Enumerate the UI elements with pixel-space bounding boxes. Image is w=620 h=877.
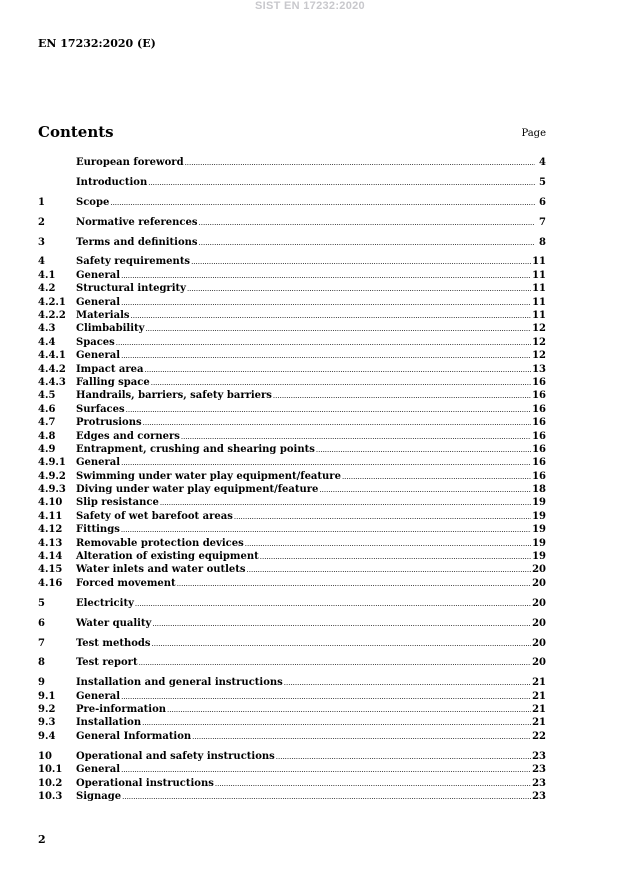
toc-entry-number: 2 bbox=[38, 216, 45, 228]
toc-entry[interactable] bbox=[38, 637, 546, 650]
toc-entry-number: 4.4 bbox=[38, 336, 56, 348]
toc-entry[interactable] bbox=[38, 296, 546, 309]
toc-entry-page: 16 bbox=[532, 457, 546, 469]
toc-entry-number: 4.10 bbox=[38, 497, 63, 509]
toc-dot-leader bbox=[121, 523, 531, 537]
toc-entry[interactable] bbox=[38, 336, 546, 349]
toc-entry[interactable] bbox=[38, 456, 546, 469]
toc-entry[interactable] bbox=[38, 389, 546, 402]
toc-dot-leader bbox=[121, 296, 531, 310]
toc-entry-number: 10.3 bbox=[38, 790, 63, 802]
toc-entry[interactable] bbox=[38, 430, 546, 443]
toc-dot-leader bbox=[273, 389, 531, 403]
toc-entry-page: 23 bbox=[532, 790, 546, 802]
toc-entry[interactable] bbox=[38, 597, 546, 610]
toc-dot-leader bbox=[191, 255, 531, 269]
toc-entry-page: 20 bbox=[532, 577, 546, 589]
toc-dot-leader bbox=[245, 537, 531, 551]
toc-entry-number: 4.9.2 bbox=[38, 470, 66, 482]
toc-entry-page: 21 bbox=[532, 717, 546, 729]
toc-entry-title[interactable]: Alteration of existing equipment bbox=[76, 551, 259, 563]
toc-entry[interactable] bbox=[38, 282, 546, 295]
toc-entry-title[interactable]: Test methods bbox=[76, 637, 151, 649]
toc-entry-page: 11 bbox=[532, 256, 546, 268]
toc-dot-leader bbox=[145, 363, 532, 377]
toc-dot-leader bbox=[152, 637, 532, 651]
toc-entry-title[interactable]: General bbox=[76, 764, 121, 776]
toc-entry-number: 4.2.1 bbox=[38, 296, 66, 308]
toc-entry-page: 16 bbox=[532, 470, 546, 482]
toc-entry-number: 4.9 bbox=[38, 443, 56, 455]
toc-entry-title[interactable]: Diving under water play equipment/feature bbox=[76, 484, 319, 496]
toc-entry-title[interactable]: Entrapment, crushing and shearing points bbox=[76, 443, 315, 455]
toc-entry-title[interactable]: Edges and corners bbox=[76, 430, 180, 442]
toc-entry-title[interactable]: Terms and definitions bbox=[76, 236, 198, 248]
toc-entry-number: 9.3 bbox=[38, 717, 56, 729]
toc-dot-leader bbox=[139, 656, 532, 670]
toc-entry[interactable] bbox=[38, 577, 546, 590]
toc-entry-number: 4.9.1 bbox=[38, 457, 66, 469]
toc-entry[interactable] bbox=[38, 196, 546, 209]
toc-dot-leader bbox=[234, 510, 531, 524]
toc-entry[interactable] bbox=[38, 777, 546, 790]
toc-dot-leader bbox=[185, 156, 535, 170]
toc-entry-title[interactable]: Safety requirements bbox=[76, 256, 191, 268]
toc-entry[interactable] bbox=[38, 470, 546, 483]
toc-entry[interactable] bbox=[38, 269, 546, 282]
toc-entry-number: 4.8 bbox=[38, 430, 56, 442]
toc-entry-page: 11 bbox=[532, 269, 546, 281]
toc-entry[interactable] bbox=[38, 550, 546, 563]
toc-entry-title[interactable]: Climbability bbox=[76, 323, 145, 335]
toc-entry[interactable] bbox=[38, 176, 546, 189]
toc-entry-number: 4.12 bbox=[38, 524, 63, 536]
toc-dot-leader bbox=[110, 196, 535, 210]
toc-dot-leader bbox=[116, 336, 531, 350]
toc-entry-page: 19 bbox=[532, 524, 546, 536]
toc-entry[interactable] bbox=[38, 363, 546, 376]
toc-entry[interactable] bbox=[38, 322, 546, 335]
toc-entry-page: 22 bbox=[532, 730, 546, 742]
toc-entry-page: 21 bbox=[532, 704, 546, 716]
toc-entry-title[interactable]: Electricity bbox=[76, 597, 134, 609]
toc-entry-number: 4.4.2 bbox=[38, 363, 66, 375]
toc-entry-number: 4.4.3 bbox=[38, 376, 66, 388]
toc-dot-leader bbox=[284, 676, 531, 690]
page-column-label: Page bbox=[521, 128, 546, 139]
toc-entry-number: 9.4 bbox=[38, 730, 56, 742]
toc-entry-page: 13 bbox=[532, 363, 546, 375]
toc-entry-title[interactable]: Introduction bbox=[76, 176, 148, 188]
toc-entry-number: 4.15 bbox=[38, 564, 63, 576]
toc-entry-title[interactable]: Normative references bbox=[76, 216, 198, 228]
toc-entry[interactable] bbox=[38, 790, 546, 803]
toc-entry-number: 4.4.1 bbox=[38, 350, 66, 362]
toc-entry[interactable] bbox=[38, 216, 546, 229]
toc-entry-page: 23 bbox=[532, 777, 546, 789]
toc-entry-title[interactable]: Pre-information bbox=[76, 704, 167, 716]
toc-entry-title[interactable]: Fittings bbox=[76, 524, 120, 536]
toc-entry-title[interactable]: General bbox=[76, 457, 121, 469]
toc-entry-number: 4.14 bbox=[38, 551, 63, 563]
toc-dot-leader bbox=[199, 216, 536, 230]
toc-entry-page: 19 bbox=[532, 510, 546, 522]
toc-entry-page: 20 bbox=[532, 657, 546, 669]
toc-entry-number: 6 bbox=[38, 617, 45, 629]
toc-dot-leader bbox=[135, 597, 531, 611]
toc-entry-number: 4.5 bbox=[38, 390, 56, 402]
toc-entry[interactable] bbox=[38, 483, 546, 496]
toc-entry[interactable] bbox=[38, 617, 546, 630]
toc-entry-page: 5 bbox=[539, 176, 546, 188]
toc-entry-page: 19 bbox=[532, 497, 546, 509]
toc-dot-leader bbox=[319, 483, 531, 497]
toc-entry-page: 12 bbox=[532, 323, 546, 335]
toc-entry-number: 1 bbox=[38, 196, 45, 208]
toc-entry-title[interactable]: Test report bbox=[76, 657, 138, 669]
toc-entry[interactable] bbox=[38, 309, 546, 322]
toc-entry-title[interactable]: Spaces bbox=[76, 336, 115, 348]
toc-entry-number: 4.1 bbox=[38, 269, 56, 281]
toc-entry-title[interactable]: Handrails, barriers, safety barriers bbox=[76, 390, 272, 402]
toc-entry-title[interactable]: General bbox=[76, 690, 121, 702]
toc-dot-leader bbox=[181, 430, 531, 444]
toc-dot-leader bbox=[126, 403, 531, 417]
toc-dot-leader bbox=[121, 763, 531, 777]
watermark: SIST EN 17232:2020 bbox=[255, 0, 365, 12]
toc-entry-number: 9 bbox=[38, 677, 45, 689]
toc-entry[interactable] bbox=[38, 349, 546, 362]
toc-entry-page: 16 bbox=[532, 430, 546, 442]
toc-entry-page: 16 bbox=[532, 443, 546, 455]
toc-entry-title[interactable]: Operational instructions bbox=[76, 777, 214, 789]
toc-entry-number: 4.2 bbox=[38, 283, 56, 295]
toc-entry[interactable] bbox=[38, 690, 546, 703]
toc-entry-page: 21 bbox=[532, 690, 546, 702]
toc-entry[interactable] bbox=[38, 523, 546, 536]
toc-entry-page: 19 bbox=[532, 551, 546, 563]
toc-dot-leader bbox=[152, 617, 531, 631]
toc-entry[interactable] bbox=[38, 510, 546, 523]
toc-entry-page: 16 bbox=[532, 417, 546, 429]
toc-entry-title[interactable]: Falling space bbox=[76, 376, 150, 388]
toc-entry[interactable] bbox=[38, 496, 546, 509]
toc-dot-leader bbox=[167, 703, 531, 717]
toc-entry-title[interactable]: Scope bbox=[76, 196, 110, 208]
toc-entry-title[interactable]: Swimming under water play equipment/feature bbox=[76, 470, 341, 482]
toc-entry-number: 9.2 bbox=[38, 704, 56, 716]
toc-entry-title[interactable]: Safety of wet barefoot areas bbox=[76, 510, 233, 522]
toc-entry-title[interactable]: Impact area bbox=[76, 363, 144, 375]
toc-entry[interactable] bbox=[38, 703, 546, 716]
toc-entry-title[interactable]: General bbox=[76, 269, 121, 281]
toc-dot-leader bbox=[148, 176, 535, 190]
toc-entry-page: 16 bbox=[532, 390, 546, 402]
toc-entry-title[interactable]: Slip resistance bbox=[76, 497, 159, 509]
toc-entry[interactable] bbox=[38, 416, 546, 429]
toc-entry-page: 20 bbox=[532, 617, 546, 629]
toc-entry-number: 4.6 bbox=[38, 403, 56, 415]
toc-entry-title[interactable]: Surfaces bbox=[76, 403, 125, 415]
toc-entry-number: 8 bbox=[38, 657, 45, 669]
toc-entry-page: 16 bbox=[532, 376, 546, 388]
toc-dot-leader bbox=[143, 416, 531, 430]
toc-entry-page: 18 bbox=[532, 484, 546, 496]
toc-dot-leader bbox=[121, 349, 531, 363]
toc-dot-leader bbox=[121, 269, 531, 283]
toc-entry[interactable] bbox=[38, 716, 546, 729]
toc-entry-page: 11 bbox=[532, 296, 546, 308]
toc-dot-leader bbox=[142, 716, 531, 730]
toc-entry-number: 4.7 bbox=[38, 417, 56, 429]
toc-entry-page: 20 bbox=[532, 597, 546, 609]
toc-entry[interactable] bbox=[38, 730, 546, 743]
toc-entry-page: 12 bbox=[532, 350, 546, 362]
toc-entry[interactable] bbox=[38, 376, 546, 389]
toc-dot-leader bbox=[192, 730, 531, 744]
toc-entry-number: 10.1 bbox=[38, 764, 63, 776]
toc-entry-page: 4 bbox=[539, 157, 546, 168]
toc-dot-leader bbox=[131, 309, 532, 323]
toc-dot-leader bbox=[247, 563, 532, 577]
toc-dot-leader bbox=[199, 236, 535, 250]
toc-entry[interactable] bbox=[38, 537, 546, 550]
toc-entry-page: 11 bbox=[532, 310, 546, 322]
toc-entry-page: 6 bbox=[539, 196, 546, 208]
toc-entry-number: 4.13 bbox=[38, 537, 63, 549]
toc-dot-leader bbox=[177, 577, 531, 591]
toc-entry-page: 21 bbox=[532, 677, 546, 689]
contents-title: Contents bbox=[38, 123, 114, 141]
toc-dot-leader bbox=[316, 443, 531, 457]
toc-entry-title[interactable]: General bbox=[76, 350, 121, 362]
toc-entry-page: 8 bbox=[539, 236, 546, 248]
toc-entry[interactable] bbox=[38, 403, 546, 416]
toc-entry-number: 3 bbox=[38, 236, 45, 248]
toc-entry-title[interactable]: Materials bbox=[76, 310, 130, 322]
toc-entry-number: 9.1 bbox=[38, 690, 56, 702]
toc-entry-page: 19 bbox=[532, 537, 546, 549]
toc-entry-page: 20 bbox=[532, 637, 546, 649]
toc-entry-number: 4.2.2 bbox=[38, 310, 66, 322]
toc-entry-number: 4.3 bbox=[38, 323, 56, 335]
toc-entry-title[interactable]: Signage bbox=[76, 790, 122, 802]
toc-entry-page: 23 bbox=[532, 750, 546, 762]
toc-entry[interactable] bbox=[38, 443, 546, 456]
toc-entry-title[interactable]: European foreword bbox=[76, 157, 184, 168]
toc-entry[interactable] bbox=[38, 255, 546, 268]
toc-dot-leader bbox=[121, 456, 531, 470]
toc-entry-page: 20 bbox=[532, 564, 546, 576]
toc-entry-page: 12 bbox=[532, 336, 546, 348]
toc-entry-page: 7 bbox=[539, 216, 546, 228]
footer-page-number: 2 bbox=[38, 833, 46, 846]
toc-entry-title[interactable]: Operational and safety instructions bbox=[76, 750, 275, 762]
toc-entry-title[interactable]: General Information bbox=[76, 730, 192, 742]
toc-entry[interactable] bbox=[38, 156, 546, 169]
table-of-contents bbox=[38, 156, 546, 803]
toc-entry[interactable] bbox=[38, 563, 546, 576]
toc-dot-leader bbox=[260, 550, 531, 564]
toc-dot-leader bbox=[145, 322, 531, 336]
toc-entry-title[interactable]: Forced movement bbox=[76, 577, 176, 589]
toc-entry-page: 16 bbox=[532, 403, 546, 415]
toc-dot-leader bbox=[151, 376, 531, 390]
toc-dot-leader bbox=[122, 790, 531, 804]
toc-entry-title[interactable]: Installation bbox=[76, 717, 142, 729]
toc-entry-number: 7 bbox=[38, 637, 45, 649]
toc-dot-leader bbox=[215, 777, 531, 791]
toc-entry-title[interactable]: Installation and general instructions bbox=[76, 677, 283, 689]
document-header: EN 17232:2020 (E) bbox=[38, 37, 156, 50]
toc-entry-number: 4.11 bbox=[38, 510, 63, 522]
toc-dot-leader bbox=[276, 750, 531, 764]
toc-entry-number: 10.2 bbox=[38, 777, 63, 789]
toc-entry[interactable] bbox=[38, 656, 546, 669]
toc-entry[interactable] bbox=[38, 763, 546, 776]
toc-dot-leader bbox=[160, 496, 531, 510]
toc-dot-leader bbox=[121, 690, 531, 704]
toc-entry-number: 5 bbox=[38, 597, 45, 609]
toc-entry-title[interactable]: Removable protection devices bbox=[76, 537, 244, 549]
toc-dot-leader bbox=[187, 282, 531, 296]
toc-entry-page: 11 bbox=[532, 283, 546, 295]
toc-entry-title[interactable]: Structural integrity bbox=[76, 283, 186, 295]
toc-entry[interactable] bbox=[38, 236, 546, 249]
toc-entry-number: 4.9.3 bbox=[38, 484, 66, 496]
toc-entry-title[interactable]: General bbox=[76, 296, 121, 308]
toc-dot-leader bbox=[342, 470, 531, 484]
toc-entry-title[interactable]: Water quality bbox=[76, 617, 152, 629]
toc-entry-page: 23 bbox=[532, 764, 546, 776]
toc-entry[interactable] bbox=[38, 676, 546, 689]
toc-entry-title[interactable]: Protrusions bbox=[76, 417, 142, 429]
toc-entry-number: 10 bbox=[38, 750, 52, 762]
toc-entry-title[interactable]: Water inlets and water outlets bbox=[76, 564, 246, 576]
toc-entry[interactable] bbox=[38, 750, 546, 763]
toc-entry-number: 4 bbox=[38, 256, 45, 268]
toc-entry-number: 4.16 bbox=[38, 577, 63, 589]
